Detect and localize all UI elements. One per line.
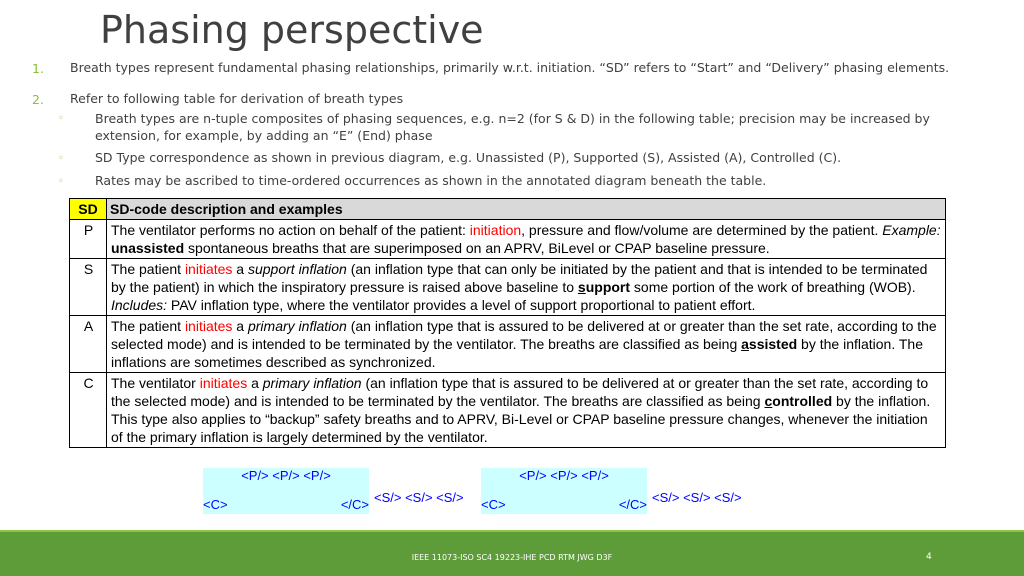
diagram-box-right xyxy=(481,468,647,514)
diagram-c-close: </C> xyxy=(618,497,647,512)
sub-bullet-1: Breath types are n-tuple composites of phasing sequences, e.g. n=2 (for S & D) in the following table; precision may be increased by extension, for example, by adding an “E” (End) phase xyxy=(95,111,930,143)
list-item-2: Refer to following table for derivation of breath types xyxy=(70,91,404,106)
row-code: S xyxy=(70,259,107,316)
bullet-icon: ◦ xyxy=(58,153,64,164)
slide-title: Phasing perspective xyxy=(100,8,484,52)
table-header-row xyxy=(70,199,946,220)
table-row-a xyxy=(70,316,946,373)
diagram-c-close: </C> xyxy=(340,497,369,512)
diagram-c-open: <C> xyxy=(481,497,506,512)
diagram-s-sequence: <S/> <S/> <S/> xyxy=(652,490,742,505)
row-description: The ventilator performs no action on behalf of the patient: initiation, pressure and flow/volume are determined by the patient. Example: unassisted spontaneous breaths that are superimposed on an APRV, BiLevel or CPAP baseline pressure. xyxy=(107,220,946,259)
page-number: 4 xyxy=(926,552,932,562)
bullet-icon: ◦ xyxy=(58,113,64,124)
footer-text: IEEE 11073-ISO SC4 19223-IHE PCD RTM JWG D3F xyxy=(411,553,613,562)
row-code: P xyxy=(70,220,107,259)
diagram-c-open: <C> xyxy=(203,497,228,512)
sub-bullet-2: SD Type correspondence as shown in previous diagram, e.g. Unassisted (P), Supported (S), Assisted (A), Controlled (C). xyxy=(95,150,842,165)
list-number-2: 2. xyxy=(32,92,44,107)
diagram-s-sequence: <S/> <S/> <S/> xyxy=(374,490,464,505)
list-number-1: 1. xyxy=(32,61,44,76)
row-code: C xyxy=(70,373,107,448)
row-description: The patient initiates a primary inflation (an inflation type that is assured to be delivered at or greater than the set rate, according to the selected mode) and is intended to be terminated by the ventilator. The breaths are classified as being assisted by the inflation. The inflations are sometimes described as synchronized. xyxy=(107,316,946,373)
diagram-box-left xyxy=(203,468,369,514)
sd-code-table xyxy=(69,198,946,448)
table-row-c xyxy=(70,373,946,448)
row-description: The ventilator initiates a primary inflation (an inflation type that is assured to be delivered at or greater than the set rate, according to the selected mode) and is intended to be terminated by the ventilator. The breaths are classified as being controlled by the inflation. This type also applies to “backup” safety breaths and to APRV, Bi-Level or CPAP baseline pressure changes, whenever the initiation of the primary inflation is largely determined by the ventilator. xyxy=(107,373,946,448)
row-description: The patient initiates a support inflation (an inflation type that can only be initiated by the patient and that is intended to be terminated by the patient) in which the inspiratory pressure is raised above baseline to support some portion of the work of breathing (WOB). Includes: PAV inflation type, where the ventilator provides a level of support proportional to patient effort. xyxy=(107,259,946,316)
row-code: A xyxy=(70,316,107,373)
sub-bullet-3: Rates may be ascribed to time-ordered occurrences as shown in the annotated diagram beneath the table. xyxy=(95,173,767,188)
table-row-p xyxy=(70,220,946,259)
diagram-p-sequence: <P/> <P/> <P/> xyxy=(241,468,331,483)
header-sd: SD xyxy=(70,199,107,220)
table-row-s xyxy=(70,259,946,316)
list-item-1: Breath types represent fundamental phasing relationships, primarily w.r.t. initiation. “SD” refers to “Start” and “Delivery” phasing elements. xyxy=(70,60,950,75)
header-description: SD-code description and examples xyxy=(107,199,946,220)
diagram-p-sequence: <P/> <P/> <P/> xyxy=(519,468,609,483)
bullet-icon: ◦ xyxy=(58,176,64,187)
